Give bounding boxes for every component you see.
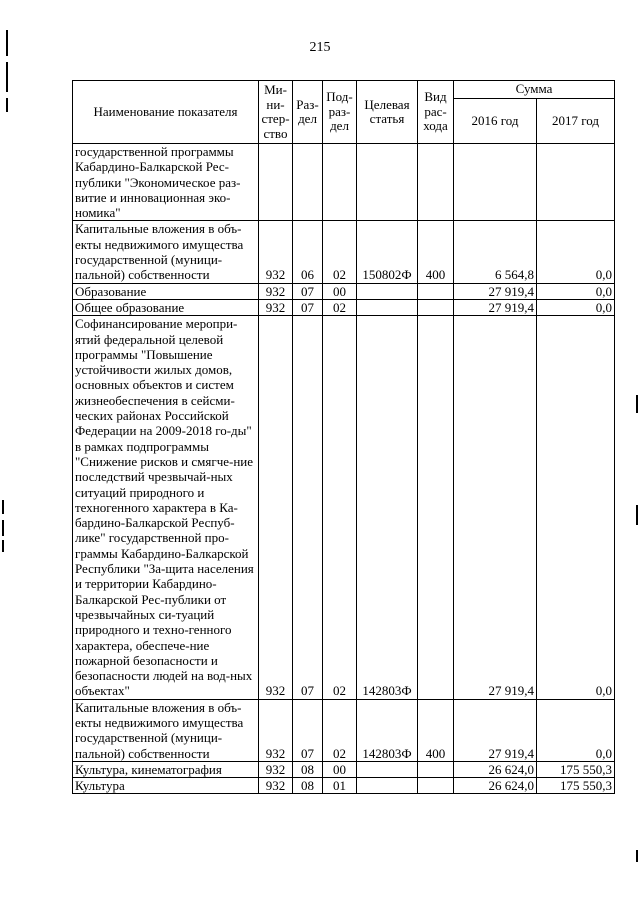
row-section: 06	[293, 221, 323, 283]
row-expense-type	[418, 144, 454, 221]
row-value-2017: 0,0	[537, 699, 615, 761]
row-section: 08	[293, 761, 323, 777]
header-name: Наименование показателя	[73, 81, 259, 144]
row-section: 07	[293, 283, 323, 299]
header-section: Раз-дел	[293, 81, 323, 144]
row-subsection: 02	[323, 316, 357, 699]
row-ministry: 932	[259, 778, 293, 794]
row-value-2016: 27 919,4	[454, 316, 537, 699]
row-section: 07	[293, 699, 323, 761]
row-ministry	[259, 144, 293, 221]
row-expense-type	[418, 283, 454, 299]
table-row	[73, 299, 615, 315]
row-name: Образование	[73, 283, 259, 299]
row-expense-type: 400	[418, 221, 454, 283]
row-name: государственной программы Кабардино-Балкарской Рес-публики "Экономическое раз-витие и инновационная эко-номика"	[73, 144, 259, 221]
row-value-2016: 26 624,0	[454, 761, 537, 777]
row-section: 08	[293, 778, 323, 794]
row-value-2017: 0,0	[537, 316, 615, 699]
header-row	[73, 81, 615, 99]
row-value-2017: 0,0	[537, 283, 615, 299]
scan-mark	[2, 500, 4, 514]
row-target: 142803Ф	[357, 316, 418, 699]
scan-mark	[6, 62, 8, 92]
header-target: Целевая статья	[357, 81, 418, 144]
table-row	[73, 761, 615, 777]
row-target	[357, 778, 418, 794]
row-name: Капитальные вложения в объ-екты недвижимого имущества государственной (муници-пальной) собственности	[73, 221, 259, 283]
row-expense-type: 400	[418, 699, 454, 761]
scan-mark	[6, 98, 8, 112]
table-row	[73, 778, 615, 794]
scan-mark	[636, 395, 638, 413]
table-row	[73, 221, 615, 283]
scan-mark	[636, 505, 638, 525]
header-2017: 2017 год	[537, 99, 615, 144]
row-target	[357, 283, 418, 299]
row-expense-type	[418, 761, 454, 777]
table-row	[73, 144, 615, 221]
row-value-2016	[454, 144, 537, 221]
row-value-2016: 27 919,4	[454, 299, 537, 315]
row-target: 150802Ф	[357, 221, 418, 283]
header-subsection: Под-раз-дел	[323, 81, 357, 144]
table-row	[73, 283, 615, 299]
row-subsection: 01	[323, 778, 357, 794]
page-number: 215	[309, 40, 331, 55]
row-section: 07	[293, 316, 323, 699]
row-value-2017: 0,0	[537, 221, 615, 283]
row-value-2016: 27 919,4	[454, 283, 537, 299]
row-target	[357, 299, 418, 315]
budget-table	[72, 80, 615, 794]
scan-mark	[2, 540, 4, 552]
row-ministry: 932	[259, 761, 293, 777]
row-name: Софинансирование меропри-ятий федеральной целевой программы "Повышение устойчивости жилых домов, основных объектов и систем жизнеобеспечения в сейсми-ческих районах Российской Федерации на 2009-2018 го-ды" в рамках подпрограммы "Снижение рисков и смягче-ние последствий чрезвычай-ных ситуаций природного и техногенного характера в Ка-бардино-Балкарской Респуб-лике" государственной про-граммы Кабардино-Балкарской Республики "За-щита населения и территории Кабардино-Балкарской Рес-публики от чрезвычайных си-туаций природного и техно-генного характера, обеспече-ние пожарной безопасности и безопасности людей на вод-ных объектах"	[73, 316, 259, 699]
row-name: Общее образование	[73, 299, 259, 315]
row-section: 07	[293, 299, 323, 315]
row-ministry: 932	[259, 699, 293, 761]
header-expense-type: Вид рас-хода	[418, 81, 454, 144]
row-subsection: 00	[323, 283, 357, 299]
table-row	[73, 316, 615, 699]
row-target	[357, 144, 418, 221]
row-subsection: 02	[323, 299, 357, 315]
row-value-2016: 26 624,0	[454, 778, 537, 794]
header-ministry: Ми-ни-стер-ство	[259, 81, 293, 144]
row-target	[357, 761, 418, 777]
row-value-2016: 27 919,4	[454, 699, 537, 761]
row-value-2016: 6 564,8	[454, 221, 537, 283]
row-name: Культура	[73, 778, 259, 794]
table-row	[73, 699, 615, 761]
row-ministry: 932	[259, 316, 293, 699]
row-expense-type	[418, 299, 454, 315]
row-subsection: 00	[323, 761, 357, 777]
row-subsection	[323, 144, 357, 221]
row-target: 142803Ф	[357, 699, 418, 761]
header-2016: 2016 год	[454, 99, 537, 144]
scan-mark	[636, 850, 638, 862]
header-sum: Сумма	[454, 81, 615, 99]
row-value-2017: 175 550,3	[537, 778, 615, 794]
row-value-2017: 0,0	[537, 299, 615, 315]
table-body	[73, 144, 615, 794]
row-value-2017: 175 550,3	[537, 761, 615, 777]
row-expense-type	[418, 778, 454, 794]
row-section	[293, 144, 323, 221]
row-subsection: 02	[323, 221, 357, 283]
row-expense-type	[418, 316, 454, 699]
row-ministry: 932	[259, 299, 293, 315]
row-subsection: 02	[323, 699, 357, 761]
scan-mark	[2, 520, 4, 536]
row-ministry: 932	[259, 221, 293, 283]
row-value-2017	[537, 144, 615, 221]
row-name: Культура, кинематография	[73, 761, 259, 777]
row-name: Капитальные вложения в объ-екты недвижимого имущества государственной (муници-пальной) собственности	[73, 699, 259, 761]
row-ministry: 932	[259, 283, 293, 299]
